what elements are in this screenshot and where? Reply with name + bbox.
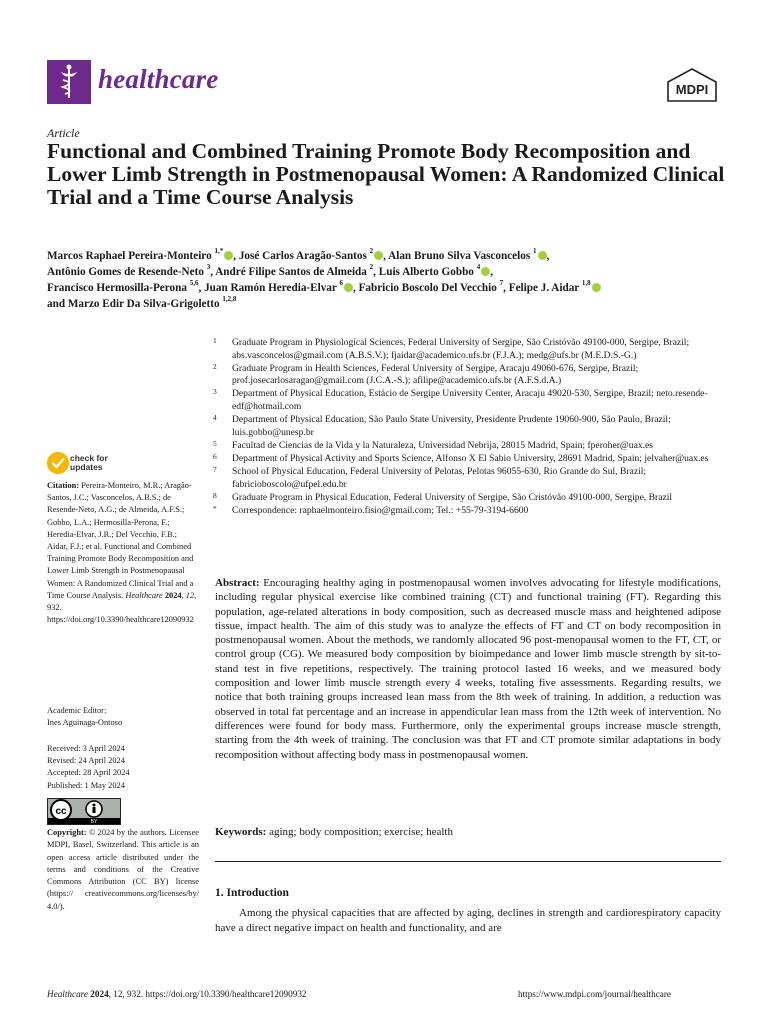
author-affiliation-mark: 7 bbox=[499, 279, 504, 288]
check-for-updates-label[interactable] bbox=[70, 454, 108, 472]
abstract-label: Abstract: bbox=[215, 577, 260, 589]
footer-doi[interactable]: , 12, 932. https://doi.org/10.3390/healthcare12090932 bbox=[108, 989, 307, 999]
author-name[interactable]: Felipe J. Aidar bbox=[508, 282, 582, 294]
journal-name: healthcare bbox=[98, 64, 219, 94]
affiliation-mark: 6 bbox=[213, 451, 217, 461]
author-name[interactable]: André Filipe Santos de Almeida bbox=[215, 266, 370, 278]
citation-year: 2024 bbox=[164, 590, 182, 600]
author-affiliation-mark: 1 bbox=[533, 247, 537, 256]
author-separator: , bbox=[210, 266, 216, 278]
checkmark-icon bbox=[47, 452, 69, 474]
svg-text:cc: cc bbox=[55, 806, 67, 817]
affiliation-mark: 7 bbox=[213, 464, 217, 474]
affiliation-mark: 4 bbox=[213, 413, 217, 423]
affiliation-text: Graduate Program in Physiological Sciences, Federal University of Sergipe, São Cristóvão 49100-000, Sergipe, Brazil; abs.vasconcelos@gmail.com (A.B.S.V.); fjaidar@academico.ufs.br (F.J.A.); medg@ufs.br (M.E.D.S.-G.) bbox=[232, 337, 690, 361]
affiliation-text: Department of Physical Education, Estácio de Sergipe University Center, Aracaju 49020-530, Sergipe, Brazil; neto.resende-edf@hotmail.com bbox=[232, 388, 708, 412]
footer-journal: Healthcare bbox=[47, 989, 88, 999]
affiliation-mark: 3 bbox=[213, 387, 217, 397]
affiliation-mark: 5 bbox=[213, 438, 217, 448]
abstract bbox=[215, 576, 721, 762]
affiliation-text: Department of Physical Education, São Paulo State University, Presidente Prudente 19060-900, São Paulo, Brazil; luis.gobbo@unesp.br bbox=[232, 414, 671, 438]
author-separator: , bbox=[490, 266, 493, 278]
check-updates-line2: updates bbox=[70, 462, 103, 472]
author-affiliation-mark: 2 bbox=[369, 263, 374, 272]
author-separator: , bbox=[503, 282, 509, 294]
author-separator: , bbox=[383, 250, 389, 262]
author-separator: , bbox=[546, 250, 550, 262]
copyright-notice bbox=[47, 827, 199, 913]
author-name[interactable]: Alan Bruno Silva Vasconcelos bbox=[388, 250, 533, 262]
affiliation-item bbox=[210, 414, 730, 439]
mdpi-logo-icon bbox=[666, 68, 718, 102]
author-name[interactable]: José Carlos Aragão-Santos bbox=[238, 250, 370, 262]
affiliation-text: Facultad de Ciencias de la Vida y la Naturaleza, Universidad Nebrija, 28015 Madrid, Spain; fperoher@uax.es bbox=[232, 439, 654, 451]
author-affiliation-mark: 2 bbox=[369, 247, 374, 256]
affiliation-text: Correspondence: raphaelmonteiro.fisio@gmail.com; Tel.: +55-79-3194-6600 bbox=[232, 504, 529, 516]
article-title: Functional and Combined Training Promote Body Recomposition and Lower Limb Strength in Postmenopausal Women: A Randomized Clinical Trial and a Time Course Analysis bbox=[47, 139, 725, 209]
orcid-icon[interactable] bbox=[374, 251, 383, 260]
copyright-text: © 2024 by the authors. Licensee MDPI, Basel, Switzerland. This article is an open access article distributed under the terms and conditions of the Creative Commons Attribution (CC BY) license (https:// creativecommons.org/licenses/by/ 4.0/). bbox=[47, 828, 199, 911]
author-separator: , bbox=[373, 266, 379, 278]
affiliation-item bbox=[210, 492, 730, 505]
affiliation-mark: 8 bbox=[213, 490, 217, 500]
citation-block: Citation: Pereira-Monteiro, M.R.; Aragão-Santos, J.C.; Vasconcelos, A.B.S.; de Resende-Neto, A.G.; de Almeida, A.F.S.; Gobbo, L.A.; Hermosilla-Perona, F.; Heredia-Elvar, J.R.; Del Vecchio, F.B.; Aidar, F.J.; et al. Functional and Combined Training Promote Body Recomposition and Lower Limb Strength in Postmenopausal Women: A Randomized Clinical Trial and a Time Course Analysis. Healthcare 2024, 12, 932. https://doi.org/10.3390/healthcare12090932 bbox=[47, 481, 197, 625]
affiliation-item bbox=[210, 505, 730, 518]
citation-doi[interactable]: 932. https://doi.org/10.3390/healthcare12090932 bbox=[47, 603, 194, 625]
author-affiliation-mark: 4 bbox=[476, 263, 481, 272]
academic-editor-label: Academic Editor: bbox=[47, 706, 107, 715]
author-affiliation-mark: 5,6 bbox=[189, 279, 199, 288]
affiliation-item bbox=[210, 466, 730, 491]
cc-by-license-badge[interactable] bbox=[47, 798, 121, 825]
orcid-icon[interactable] bbox=[344, 283, 353, 292]
affiliation-item bbox=[210, 337, 730, 362]
journal-logo bbox=[47, 60, 91, 104]
citation-label: Citation: bbox=[47, 481, 80, 490]
author-affiliation-mark: 6 bbox=[339, 279, 343, 288]
article-type: Article bbox=[47, 126, 80, 140]
citation-text: Pereira-Monteiro, M.R.; Aragão-Santos, J.C.; Vasconcelos, A.B.S.; de Resende-Neto, A.G.; de Almeida, A.F.S.; Gobbo, L.A.; Hermosilla-Perona, F.; Heredia-Elvar, J.R.; Del Vecchio, F.B.; Aidar, F.J.; et al. Functional and Combined Training Promote Body Recomposition and Lower Limb Strength in Postmenopausal Women: A Randomized Clinical Trial and a Time Course Analysis. bbox=[47, 481, 194, 600]
orcid-icon[interactable] bbox=[538, 251, 547, 260]
author-name[interactable]: Antônio Gomes de Resende-Neto bbox=[47, 266, 207, 278]
affiliation-mark: 2 bbox=[213, 361, 217, 371]
affiliation-text: School of Physical Education, Federal University of Pelotas, Pelotas 96055-630, Rio Grande do Sul, Brazil; fabricioboscolo@ufpel.edu.br bbox=[232, 465, 647, 490]
affiliation-mark: 1 bbox=[213, 336, 217, 345]
received-date: Received: 3 April 2024 bbox=[47, 744, 125, 753]
author-name[interactable]: Francisco Hermosilla-Perona bbox=[47, 282, 190, 294]
affiliation-text: Department of Physical Activity and Sports Science, Alfonso X El Sabio University, 28691 Madrid, Spain; jelvaher@uax.es bbox=[232, 452, 709, 464]
svg-text:BY: BY bbox=[90, 819, 98, 824]
footer-year: 2024 bbox=[90, 989, 109, 999]
affiliations-list bbox=[210, 337, 730, 518]
orcid-icon[interactable] bbox=[224, 251, 233, 260]
citation-journal: Healthcare bbox=[125, 590, 163, 600]
author-separator: , bbox=[198, 282, 205, 294]
keywords bbox=[215, 826, 721, 838]
author-list bbox=[47, 248, 737, 312]
affiliation-item bbox=[210, 440, 730, 453]
orcid-icon[interactable] bbox=[592, 283, 601, 292]
svg-text:MDPI: MDPI bbox=[675, 82, 709, 97]
introduction-heading: 1. Introduction bbox=[215, 887, 289, 899]
author-name[interactable]: Luis Alberto Gobbo bbox=[378, 266, 477, 278]
section-divider bbox=[215, 861, 721, 862]
footer-journal-url[interactable]: https://www.mdpi.com/journal/healthcare bbox=[518, 989, 672, 999]
author-affiliation-mark: 1,* bbox=[214, 247, 224, 256]
author-affiliation-mark: 1,8 bbox=[581, 279, 591, 288]
author-affiliation-mark: 1,2,8 bbox=[222, 295, 237, 304]
published-date: Published: 1 May 2024 bbox=[47, 780, 125, 790]
author-name[interactable]: Marcos Raphael Pereira-Monteiro bbox=[47, 250, 215, 262]
revised-date: Revised: 24 April 2024 bbox=[47, 756, 125, 766]
author-separator: , bbox=[352, 282, 359, 294]
keywords-text: aging; body composition; exercise; health bbox=[269, 826, 453, 838]
affiliation-mark: * bbox=[213, 503, 217, 513]
affiliation-text: Graduate Program in Physical Education, Federal University of Sergipe, São Cristóvão 49100-000, Sergipe, Brazil bbox=[232, 491, 673, 503]
footer-citation bbox=[47, 989, 307, 999]
author-name[interactable]: Fabricio Boscolo Del Vecchio bbox=[358, 282, 500, 294]
introduction-text: Among the physical capacities that are affected by aging, declines in strength and cardiorespiratory capacity have a direct negative impact on health and functionality, and are bbox=[215, 907, 721, 934]
orcid-icon[interactable] bbox=[481, 267, 490, 276]
check-for-updates-icon[interactable] bbox=[47, 452, 69, 474]
abstract-text: Encouraging healthy aging in postmenopausal women involves advocating for lifestyle modifications, including regular physical exercise like combined training (CT) and functional training (FT). Regarding this population, age-related alterations in body composition, such as decreased muscle mass and heightened adipose tissue, impact health. The aim of this study was to analyze the effects of FT and CT on body recomposition in postmenopausal women. About the methods, we randomly allocated 96 post-menopausal women to the FT, CT, or control group (CG). We measured body composition by bioimpedance and lower limb muscle strength by sit-to-stand test in five repetitions, respectively. The training protocol lasted 16 weeks, and we measured body composition and lower limb muscle strength every 4 weeks, totaling five assessments. Regarding results, we notice that both training groups increased lean mass from the 8th week of training. In addition, a reduction was observed in total fat percentage and an increase in appendicular lean mass from the 12th week of intervention. No differences were found for body mass. Furthermore, only the experimental groups increase muscle strength, starting from the 4th week of training. The conclusion was that FT and CT promote similar adaptations in body recomposition without affecting body mass in postmenopausal women. bbox=[215, 577, 721, 761]
academic-editor-name: Ines Aguinaga-Ontoso bbox=[47, 718, 123, 728]
author-name[interactable]: Juan Ramón Heredia-Elvar bbox=[204, 282, 340, 294]
author-separator: , bbox=[233, 250, 239, 262]
publisher-logo bbox=[666, 68, 718, 102]
affiliation-item bbox=[210, 388, 730, 413]
affiliation-text: Graduate Program in Health Sciences, Federal University of Sergipe, Aracaju 49060-676, Sergipe, Brazil; prof.josecarlosaragao@gmail.com (J.C.A.-S.); afilipe@academico.ufs.br (A.F.S.d.A.) bbox=[232, 362, 639, 387]
copyright-label: Copyright: bbox=[47, 828, 87, 837]
academic-editor bbox=[47, 705, 199, 729]
creative-commons-icon bbox=[48, 799, 120, 824]
author-name[interactable]: and Marzo Edir Da Silva-Grigoletto bbox=[47, 298, 223, 310]
citation-volume: 12 bbox=[185, 590, 195, 600]
publication-dates bbox=[47, 743, 199, 792]
author-affiliation-mark: 3 bbox=[206, 263, 211, 272]
keywords-label: Keywords: bbox=[215, 826, 267, 838]
affiliation-item bbox=[210, 363, 730, 388]
check-updates-line1: check for bbox=[70, 453, 108, 463]
caduceus-icon bbox=[47, 60, 91, 104]
affiliation-item bbox=[210, 453, 730, 466]
accepted-date: Accepted: 28 April 2024 bbox=[47, 768, 130, 778]
